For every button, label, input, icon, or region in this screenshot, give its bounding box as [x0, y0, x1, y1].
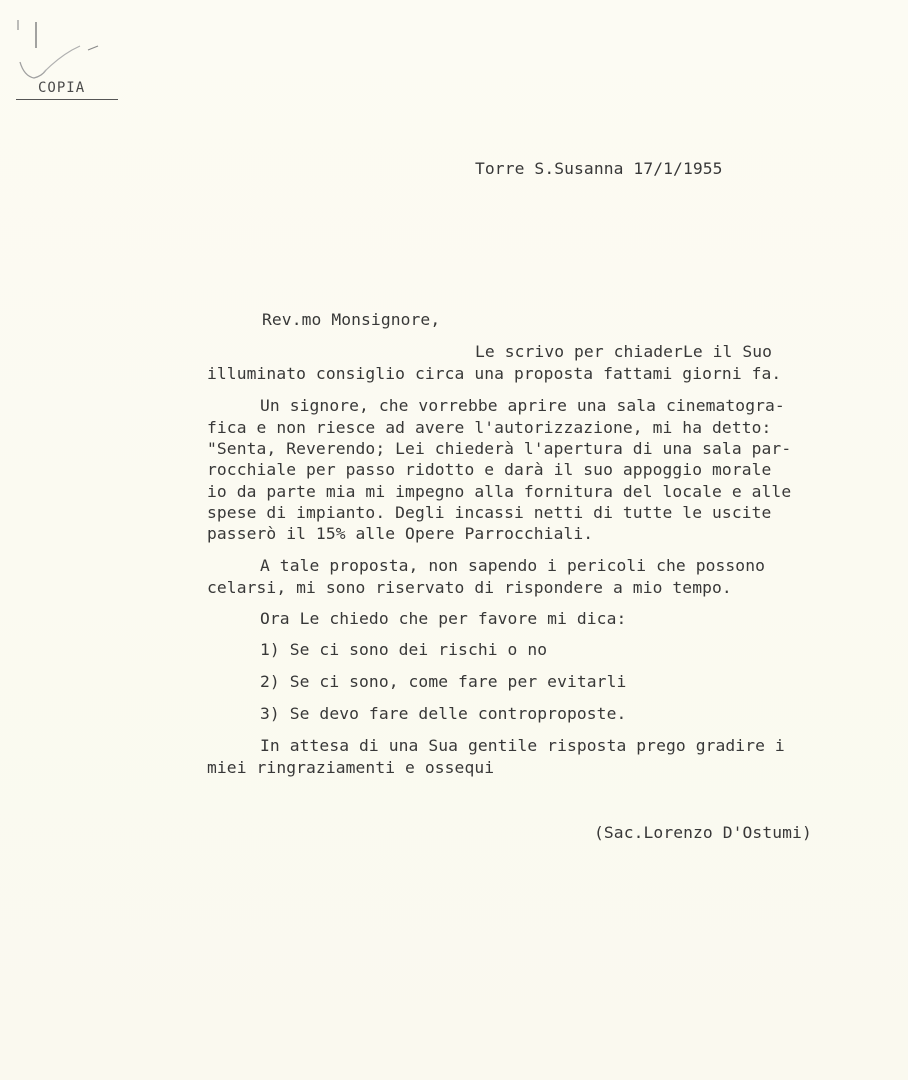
paragraph-1-line-2: illuminato consiglio circa una proposta fattami giorni fa.	[207, 364, 782, 383]
list-item-3: 3) Se devo fare delle controproposte.	[260, 704, 627, 723]
list-item-1: 1) Se ci sono dei rischi o no	[260, 640, 548, 659]
paragraph-3-line-1: A tale proposta, non sapendo i pericoli che possono	[260, 556, 766, 575]
paragraph-3-line-2: celarsi, mi sono riservato di rispondere a mio tempo.	[207, 578, 732, 597]
list-item-2: 2) Se ci sono, come fare per evitarli	[260, 672, 627, 691]
paragraph-4: Ora Le chiedo che per favore mi dica:	[260, 609, 627, 628]
paragraph-1-line-1: Le scrivo per chiaderLe il Suo	[475, 342, 773, 361]
place-date: Torre S.Susanna 17/1/1955	[475, 159, 723, 178]
paragraph-2-line-1: Un signore, che vorrebbe aprire una sala cinematogra-	[260, 396, 785, 415]
copy-underline	[16, 99, 118, 100]
paragraph-2-line-2: fica e non riesce ad avere l'autorizzazione, mi ha detto:	[207, 418, 772, 437]
signature-line: (Sac.Lorenzo D'Ostumi)	[594, 823, 812, 842]
salutation: Rev.mo Monsignore,	[262, 310, 441, 329]
paragraph-5-line-1: In attesa di una Sua gentile risposta prego gradire i	[260, 736, 785, 755]
paragraph-5-line-2: miei ringraziamenti e ossequi	[207, 758, 495, 777]
paragraph-2-line-7: passerò il 15% alle Opere Parrocchiali.	[207, 524, 594, 543]
paragraph-2-line-5: io da parte mia mi impegno alla fornitura del locale e alle	[207, 482, 792, 501]
paragraph-2-line-3: "Senta, Reverendo; Lei chiederà l'apertura di una sala par-	[207, 439, 792, 458]
paragraph-2-line-4: rocchiale per passo ridotto e darà il suo appoggio morale	[207, 460, 772, 479]
paragraph-2-line-6: spese di impianto. Degli incassi netti di tutte le uscite	[207, 503, 772, 522]
copy-stamp: COPIA	[38, 80, 86, 96]
